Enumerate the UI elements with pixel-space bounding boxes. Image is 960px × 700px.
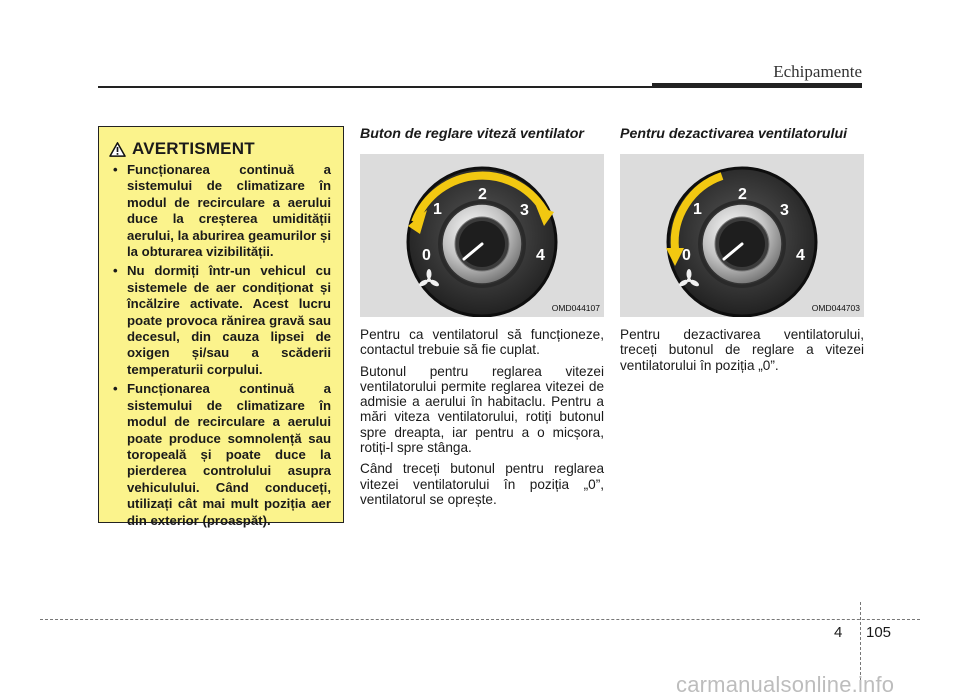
warning-box	[98, 126, 344, 528]
fan-speed-paragraph: Când treceți butonul pentru reglarea vitezei ventilatorului în poziția „0”, ventilatorul se oprește.	[360, 461, 604, 507]
fan-off-knob-photo	[620, 154, 864, 317]
fan-off-paragraph: Pentru dezactivarea ventilatorului, treceți butonul de reglare a vitezei ventilatorului în poziția „0”.	[620, 327, 864, 373]
image-code: OMD044703	[811, 303, 860, 313]
dial-label-3: 3	[780, 202, 789, 219]
dial-label-2: 2	[478, 186, 487, 203]
dial-label-3: 3	[520, 202, 529, 219]
fan-knob-illustration	[620, 154, 864, 317]
fan-off-title: Pentru dezactivarea ventilatorului	[620, 126, 848, 142]
dial-label-2: 2	[738, 186, 747, 203]
image-code: OMD044107	[551, 303, 600, 313]
warning-item: • Funcționarea continuă a sistemului de climatizare în modul de recirculare a aerului duce la creșterea umidității aerului, la aburirea geamurilor și la obturarea vizibilității.	[109, 162, 331, 260]
fan-speed-section	[360, 126, 604, 507]
dial-label-4: 4	[796, 247, 805, 264]
warning-list	[109, 162, 331, 529]
dial-label-4: 4	[536, 247, 545, 264]
page-chapter: 4	[834, 624, 843, 641]
dial-label-0: 0	[682, 247, 691, 264]
fan-speed-knob-photo	[360, 154, 604, 317]
footer-dashed-rule	[40, 619, 920, 620]
header-section-title: Echipamente	[773, 62, 862, 81]
fan-speed-title: Buton de reglare viteză ventilator	[360, 126, 584, 142]
warning-title: AVERTISMENT	[132, 139, 255, 158]
warning-item: • Nu dormiți într-un vehicul cu sistemele de aer condiționat și încălzire activate. Acest lucru poate provoca rănirea gravă sau decesul, din cauza lipsei de oxigen și/sau a scăderii temperaturii corpului.	[109, 263, 331, 378]
fan-off-section	[620, 126, 864, 373]
watermark: carmanualsonline.info	[676, 672, 895, 697]
dial-label-1: 1	[693, 201, 702, 218]
fan-speed-paragraph: Butonul pentru reglarea vitezei ventilatorului permite reglarea vitezei de admisie a aerului în habitaclu. Pentru a mări viteza ventilatorului, rotiți butonul spre dreapta, iar pentru a o micșora, rotiți-l spre stânga.	[360, 363, 604, 456]
fan-speed-paragraph: Pentru ca ventilatorul să funcționeze, contactul trebuie să fie cuplat.	[360, 327, 604, 358]
warning-triangle-icon	[109, 142, 126, 157]
page-number: 105	[866, 624, 892, 641]
dial-label-1: 1	[433, 201, 442, 218]
header-rule	[98, 86, 652, 88]
warning-item: • Funcționarea continuă a sistemului de climatizare în modul de recirculare a aerului poate produce somnolență sau toropeală și poate duce la pierderea controlului asupra vehiculului. Când conduceți, utilizați cât mai mult poziția aer din exterior (proaspăt).	[109, 381, 331, 529]
fan-knob-illustration	[360, 154, 604, 317]
dial-label-0: 0	[422, 247, 431, 264]
warning-header	[109, 139, 331, 159]
header-accent-bar	[652, 83, 862, 88]
